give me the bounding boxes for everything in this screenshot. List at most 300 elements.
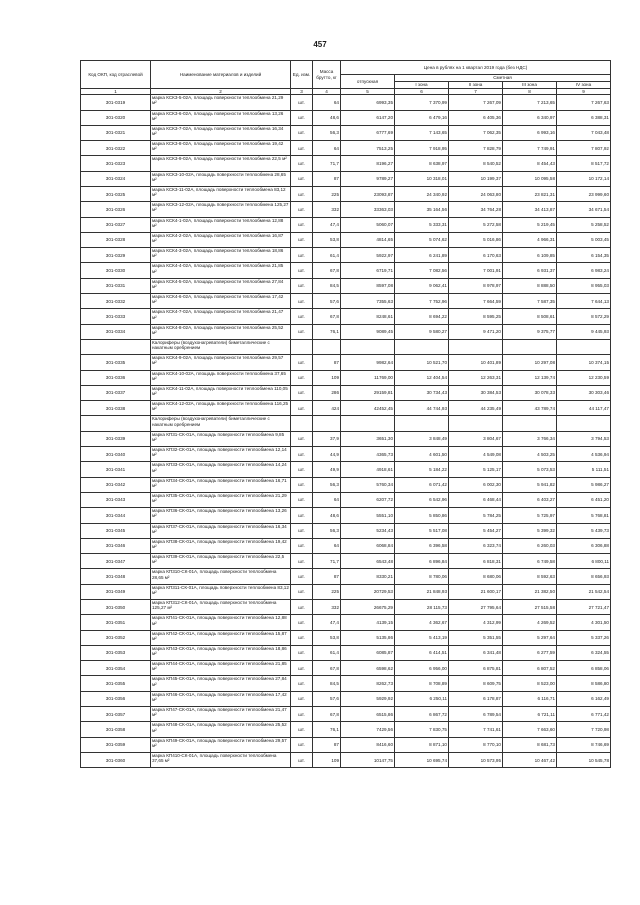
- row-code: 301-0342: [81, 477, 151, 492]
- row-zone-1-price: 4 362,67: [395, 615, 449, 630]
- row-zone-3-price: 8 454,43: [503, 156, 557, 171]
- row-code: 301-0320: [81, 110, 151, 125]
- col-number: 9: [557, 89, 611, 95]
- row-zone-1-price: 8 871,10: [395, 737, 449, 752]
- row-unit: шт.: [291, 263, 313, 278]
- row-zone-4-price: 6 306,88: [557, 538, 611, 553]
- row-mass: 53,8: [313, 630, 341, 645]
- table-row: [81, 661, 611, 676]
- row-release-price: 8248,61: [341, 309, 395, 324]
- table-row: [81, 263, 611, 278]
- row-mass: 47,4: [313, 615, 341, 630]
- row-mass: 76,1: [313, 722, 341, 737]
- table-row: [81, 569, 611, 584]
- table-row: [81, 171, 611, 186]
- row-name: марка КП310-СК-01А, площадь поверхности теплообмена 28,65 м²: [151, 569, 291, 584]
- row-name: марка КСК4-11-02А, площадь поверхности теплообмена 110,05 м²: [151, 385, 291, 400]
- row-code: 301-0351: [81, 615, 151, 630]
- row-zone-1-price: 7 143,65: [395, 125, 449, 140]
- row-zone-2-price: 12 263,31: [449, 370, 503, 385]
- table-row: [81, 508, 611, 523]
- row-zone-2-price: 6 789,54: [449, 707, 503, 722]
- page-number: 457: [313, 40, 327, 49]
- row-mass: 87: [313, 171, 341, 186]
- row-zone-3-price: 30 078,33: [503, 385, 557, 400]
- row-zone-3-price: 5 219,45: [503, 217, 557, 232]
- row-zone-4-price: 44 117,47: [557, 401, 611, 416]
- row-release-price: 4365,73: [341, 447, 395, 462]
- row-zone-2-price: 6 170,63: [449, 248, 503, 263]
- row-zone-4-price: 5 986,27: [557, 477, 611, 492]
- row-zone-1-price: 10 521,70: [395, 355, 449, 370]
- row-name: марка КП31-СК-01А, площадь поверхности теплообмена 9,85 м²: [151, 431, 291, 446]
- row-unit: шт.: [291, 630, 313, 645]
- row-zone-4-price: 6 388,31: [557, 110, 611, 125]
- row-zone-1-price: 6 867,72: [395, 707, 449, 722]
- row-zone-2-price: 6 178,87: [449, 691, 503, 706]
- row-zone-2-price: 7 664,59: [449, 294, 503, 309]
- row-code: 301-0352: [81, 630, 151, 645]
- row-mass: [313, 416, 341, 431]
- row-release-price: 5551,10: [341, 508, 395, 523]
- table-row: [81, 737, 611, 752]
- row-zone-1-price: 5 850,86: [395, 508, 449, 523]
- row-zone-1-price: 5 517,08: [395, 523, 449, 538]
- row-name: марка КП47-СК-01А, площадь поверхности теплообмена 21,47 м²: [151, 707, 291, 722]
- row-zone-1-price: 9 062,41: [395, 278, 449, 293]
- row-name: марка КП45-СК-01А, площадь поверхности теплообмена 27,84 м²: [151, 676, 291, 691]
- row-code: 301-0321: [81, 125, 151, 140]
- table-row: [81, 645, 611, 660]
- row-release-price: 9789,27: [341, 171, 395, 186]
- row-release-price: 8330,21: [341, 569, 395, 584]
- row-zone-4-price: 4 301,50: [557, 615, 611, 630]
- row-zone-4-price: 8 517,72: [557, 156, 611, 171]
- row-zone-4-price: [557, 339, 611, 354]
- row-zone-2-price: 8 680,06: [449, 569, 503, 584]
- row-zone-3-price: 10 467,42: [503, 752, 557, 767]
- row-name: марка КП312-СК-01А, площадь поверхности теплообмена 125,27 м²: [151, 600, 291, 615]
- row-name: марка КСК4-6-02А, площадь поверхности теплообмена 17,42 м²: [151, 294, 291, 309]
- table-row: [81, 492, 611, 507]
- row-zone-1-price: 7 918,95: [395, 141, 449, 156]
- row-unit: шт.: [291, 110, 313, 125]
- row-zone-1-price: 9 580,27: [395, 324, 449, 339]
- row-zone-1-price: 6 956,00: [395, 661, 449, 676]
- row-zone-3-price: 10 297,08: [503, 355, 557, 370]
- row-zone-2-price: 6 875,81: [449, 661, 503, 676]
- table-row: [81, 676, 611, 691]
- row-unit: шт.: [291, 186, 313, 201]
- row-zone-4-price: 34 671,54: [557, 202, 611, 217]
- row-zone-4-price: 8 586,80: [557, 676, 611, 691]
- row-unit: шт.: [291, 538, 313, 553]
- row-code: 301-0330: [81, 263, 151, 278]
- row-code: 301-0324: [81, 171, 151, 186]
- row-name: марка КСК4-12-02А, площадь поверхности теплообмена 116,25 м²: [151, 401, 291, 416]
- row-name: марка КСК3-6-02А, площадь поверхности теплообмена 13,26 м²: [151, 110, 291, 125]
- row-unit: шт.: [291, 462, 313, 477]
- row-zone-2-price: 6 002,30: [449, 477, 503, 492]
- row-zone-2-price: 6 405,36: [449, 110, 503, 125]
- row-mass: [313, 339, 341, 354]
- row-zone-2-price: 5 351,55: [449, 630, 503, 645]
- row-unit: шт.: [291, 508, 313, 523]
- row-zone-4-price: 8 656,93: [557, 569, 611, 584]
- table-row: [81, 523, 611, 538]
- row-release-price: 7355,63: [341, 294, 395, 309]
- row-name: Калориферы (воздухонагреватели) биметаллические с накатным оребрением: [151, 416, 291, 431]
- row-zone-2-price: 10 401,89: [449, 355, 503, 370]
- header-zone-3: III зона: [503, 82, 557, 89]
- row-mass: 424: [313, 401, 341, 416]
- row-name: марка КСК4-4-02А, площадь поверхности теплообмена 21,85 м²: [151, 263, 291, 278]
- row-mass: 67,8: [313, 263, 341, 278]
- row-zone-3-price: 7 749,91: [503, 141, 557, 156]
- row-zone-4-price: 8 955,03: [557, 278, 611, 293]
- col-number: 4: [313, 89, 341, 95]
- row-unit: шт.: [291, 156, 313, 171]
- row-release-price: 8597,08: [341, 278, 395, 293]
- row-zone-1-price: 6 396,58: [395, 538, 449, 553]
- section-row: [81, 416, 611, 431]
- row-mass: 84,5: [313, 676, 341, 691]
- row-release-price: 8196,27: [341, 156, 395, 171]
- header-estimate: Сметная: [395, 75, 611, 82]
- row-zone-1-price: 8 780,06: [395, 569, 449, 584]
- row-mass: 332: [313, 202, 341, 217]
- row-mass: 64: [313, 492, 341, 507]
- row-zone-4-price: 10 545,78: [557, 752, 611, 767]
- col-number: 6: [395, 89, 449, 95]
- row-unit: шт.: [291, 95, 313, 110]
- row-code: 301-0329: [81, 248, 151, 263]
- table-body: [81, 95, 611, 768]
- row-code: 301-0339: [81, 431, 151, 446]
- row-name: марка КП46-СК-01А, площадь поверхности теплообмена 17,42 м²: [151, 691, 291, 706]
- row-unit: шт.: [291, 584, 313, 599]
- table-row: [81, 370, 611, 385]
- row-zone-1-price: 7 082,56: [395, 263, 449, 278]
- row-zone-4-price: 6 800,11: [557, 554, 611, 569]
- row-zone-4-price: 23 999,60: [557, 186, 611, 201]
- row-zone-2-price: 4 312,99: [449, 615, 503, 630]
- row-unit: шт.: [291, 523, 313, 538]
- row-mass: 64: [313, 538, 341, 553]
- row-mass: 53,8: [313, 232, 341, 247]
- row-mass: 71,7: [313, 554, 341, 569]
- row-code: 301-0328: [81, 232, 151, 247]
- row-unit: шт.: [291, 492, 313, 507]
- row-code: 301-0349: [81, 584, 151, 599]
- table-row: [81, 278, 611, 293]
- row-zone-3-price: [503, 416, 557, 431]
- table-row: [81, 309, 611, 324]
- row-zone-4-price: 6 324,55: [557, 645, 611, 660]
- row-zone-4-price: 10 172,14: [557, 171, 611, 186]
- row-zone-1-price: 12 404,54: [395, 370, 449, 385]
- table-row: [81, 584, 611, 599]
- col-number: 5: [341, 89, 395, 95]
- row-zone-3-price: 43 789,74: [503, 401, 557, 416]
- row-code: 301-0341: [81, 462, 151, 477]
- row-zone-4-price: 7 043,48: [557, 125, 611, 140]
- row-zone-2-price: 7 267,09: [449, 95, 503, 110]
- row-zone-2-price: 8 609,75: [449, 676, 503, 691]
- row-code: 301-0345: [81, 523, 151, 538]
- row-release-price: 42452,45: [341, 401, 395, 416]
- row-zone-4-price: 5 337,26: [557, 630, 611, 645]
- row-zone-1-price: 8 694,22: [395, 309, 449, 324]
- row-zone-3-price: 6 807,52: [503, 661, 557, 676]
- row-zone-1-price: 6 479,16: [395, 110, 449, 125]
- row-code: 301-0337: [81, 385, 151, 400]
- table-row: [81, 630, 611, 645]
- row-zone-2-price: 6 323,74: [449, 538, 503, 553]
- row-release-price: 6777,69: [341, 125, 395, 140]
- row-zone-1-price: 4 601,50: [395, 447, 449, 462]
- row-mass: 64: [313, 141, 341, 156]
- col-number: 2: [151, 89, 291, 95]
- row-mass: 87: [313, 355, 341, 370]
- row-release-price: 7513,25: [341, 141, 395, 156]
- row-zone-4-price: 4 536,94: [557, 447, 611, 462]
- row-zone-2-price: 6 341,48: [449, 645, 503, 660]
- row-mass: 225: [313, 186, 341, 201]
- row-zone-2-price: 7 828,79: [449, 141, 503, 156]
- row-zone-2-price: 5 125,17: [449, 462, 503, 477]
- row-zone-2-price: 5 784,25: [449, 508, 503, 523]
- row-zone-2-price: 4 549,08: [449, 447, 503, 462]
- row-zone-4-price: 5 439,73: [557, 523, 611, 538]
- row-zone-1-price: 10 695,74: [395, 752, 449, 767]
- row-zone-3-price: 12 139,74: [503, 370, 557, 385]
- row-zone-3-price: 27 515,58: [503, 600, 557, 615]
- row-mass: 286: [313, 385, 341, 400]
- row-release-price: 9982,64: [341, 355, 395, 370]
- row-mass: 71,7: [313, 156, 341, 171]
- row-release-price: 3651,30: [341, 431, 395, 446]
- header-price-group: Цена в рублях на 1 квартал 2019 года (без НДС): [341, 61, 611, 75]
- row-release-price: 23093,87: [341, 186, 395, 201]
- table-row: [81, 691, 611, 706]
- row-zone-1-price: 7 752,96: [395, 294, 449, 309]
- row-name: марка КСК4-9-02А, площадь поверхности теплообмена 29,57 м²: [151, 355, 291, 370]
- row-zone-3-price: 7 663,60: [503, 722, 557, 737]
- row-zone-2-price: 21 600,17: [449, 584, 503, 599]
- row-name: марка КП33-СК-01А, площадь поверхности теплообмена 14,24 м²: [151, 462, 291, 477]
- row-release-price: 6085,87: [341, 645, 395, 660]
- row-zone-1-price: 30 734,43: [395, 385, 449, 400]
- row-mass: 109: [313, 370, 341, 385]
- row-zone-3-price: 6 403,27: [503, 492, 557, 507]
- row-zone-3-price: 34 413,87: [503, 202, 557, 217]
- row-release-price: 10147,75: [341, 752, 395, 767]
- row-unit: шт.: [291, 385, 313, 400]
- row-unit: шт.: [291, 171, 313, 186]
- row-unit: шт.: [291, 232, 313, 247]
- row-mass: 49,9: [313, 462, 341, 477]
- row-zone-2-price: 8 540,52: [449, 156, 503, 171]
- row-name: марка КСК3-12-02А, площадь поверхности теплообмена 125,27 м²: [151, 202, 291, 217]
- row-zone-2-price: 44 235,49: [449, 401, 503, 416]
- row-release-price: 6993,35: [341, 95, 395, 110]
- row-zone-4-price: 5 111,51: [557, 462, 611, 477]
- row-code: 301-0335: [81, 355, 151, 370]
- row-name: марка КП311-СК-01А, площадь поверхности теплообмена 83,12 м²: [151, 584, 291, 599]
- row-zone-1-price: 10 318,01: [395, 171, 449, 186]
- table-row: [81, 538, 611, 553]
- row-zone-3-price: 3 766,34: [503, 431, 557, 446]
- row-zone-3-price: 6 749,58: [503, 554, 557, 569]
- row-name: марка КСК4-7-02А, площадь поверхности теплообмена 21,47 м²: [151, 309, 291, 324]
- row-name: марка КП44-СК-01А, площадь поверхности теплообмена 21,85 м²: [151, 661, 291, 676]
- row-unit: шт.: [291, 324, 313, 339]
- table-row: [81, 141, 611, 156]
- table-row: [81, 477, 611, 492]
- row-zone-3-price: 7 587,35: [503, 294, 557, 309]
- row-zone-2-price: 3 804,67: [449, 431, 503, 446]
- table-row: [81, 462, 611, 477]
- row-name: марка КП43-СК-01А, площадь поверхности теплообмена 18,86 м²: [151, 645, 291, 660]
- header-release: отпускная: [341, 75, 395, 89]
- row-name: марка КСК4-3-02А, площадь поверхности теплообмена 18,86 м²: [151, 248, 291, 263]
- row-zone-4-price: 6 858,06: [557, 661, 611, 676]
- row-unit: шт.: [291, 278, 313, 293]
- row-zone-1-price: 5 333,31: [395, 217, 449, 232]
- row-release-price: 4918,61: [341, 462, 395, 477]
- row-code: 301-0332: [81, 294, 151, 309]
- header-name: Наименование материалов и изделий: [151, 61, 291, 89]
- row-zone-2-price: 34 764,28: [449, 202, 503, 217]
- row-zone-4-price: 6 771,42: [557, 707, 611, 722]
- row-release-price: 29159,81: [341, 385, 395, 400]
- row-zone-3-price: [503, 339, 557, 354]
- row-release-price: 5922,97: [341, 248, 395, 263]
- header-zone-2: II зона: [449, 82, 503, 89]
- row-zone-2-price: 7 001,91: [449, 263, 503, 278]
- row-unit: шт.: [291, 355, 313, 370]
- col-number: 8: [503, 89, 557, 95]
- row-code: 301-0322: [81, 141, 151, 156]
- row-zone-1-price: 5 074,62: [395, 232, 449, 247]
- row-unit: шт.: [291, 615, 313, 630]
- table-row: [81, 355, 611, 370]
- table-row: [81, 447, 611, 462]
- row-release-price: 6598,62: [341, 661, 395, 676]
- col-number: 3: [291, 89, 313, 95]
- row-zone-3-price: 5 073,53: [503, 462, 557, 477]
- row-name: марка КП36-СК-01А, площадь поверхности теплообмена 13,26 м²: [151, 508, 291, 523]
- row-name: марка КП39-СК-01А, площадь поверхности теплообмена 22,5 м²: [151, 554, 291, 569]
- row-release-price: 20729,53: [341, 584, 395, 599]
- row-zone-4-price: 7 807,92: [557, 141, 611, 156]
- row-mass: 56,3: [313, 477, 341, 492]
- row-mass: 48,6: [313, 508, 341, 523]
- row-mass: 56,3: [313, 523, 341, 538]
- row-zone-2-price: 8 978,97: [449, 278, 503, 293]
- row-release-price: 7429,56: [341, 722, 395, 737]
- row-unit: шт.: [291, 217, 313, 232]
- row-zone-1-price: 3 848,49: [395, 431, 449, 446]
- row-zone-1-price: 5 184,22: [395, 462, 449, 477]
- row-zone-1-price: 35 164,56: [395, 202, 449, 217]
- row-zone-1-price: [395, 339, 449, 354]
- row-mass: 61,4: [313, 645, 341, 660]
- row-code: 301-0346: [81, 538, 151, 553]
- row-zone-2-price: 9 471,20: [449, 324, 503, 339]
- row-zone-1-price: 6 542,96: [395, 492, 449, 507]
- row-name: марка КСК3-5-02А, площадь поверхности теплообмена 21,29 м²: [151, 95, 291, 110]
- row-zone-3-price: 6 277,59: [503, 645, 557, 660]
- row-zone-3-price: 6 109,85: [503, 248, 557, 263]
- row-code: 301-0340: [81, 447, 151, 462]
- row-zone-3-price: 4 269,52: [503, 615, 557, 630]
- row-unit: шт.: [291, 141, 313, 156]
- row-zone-3-price: 5 399,32: [503, 523, 557, 538]
- row-mass: 57,6: [313, 691, 341, 706]
- row-zone-4-price: 7 720,98: [557, 722, 611, 737]
- row-zone-2-price: 8 770,10: [449, 737, 503, 752]
- row-zone-4-price: 6 451,20: [557, 492, 611, 507]
- row-name: марка КП38-СК-01А, площадь поверхности теплообмена 19,42 м²: [151, 538, 291, 553]
- row-code: 301-0331: [81, 278, 151, 293]
- row-zone-2-price: [449, 416, 503, 431]
- row-name: марка КСК3-9-02А, площадь поверхности теплообмена 22,5 м²: [151, 156, 291, 171]
- table-row: [81, 95, 611, 110]
- row-unit: шт.: [291, 600, 313, 615]
- header-unit: Ед. изм.: [291, 61, 313, 89]
- row-name: марка КСК4-8-02А, площадь поверхности теплообмена 25,52 м²: [151, 324, 291, 339]
- row-code: 301-0359: [81, 737, 151, 752]
- row-release-price: [341, 416, 395, 431]
- row-zone-3-price: 6 721,11: [503, 707, 557, 722]
- row-unit: шт.: [291, 752, 313, 767]
- row-unit: шт.: [291, 691, 313, 706]
- row-unit: шт.: [291, 676, 313, 691]
- row-zone-4-price: 6 162,49: [557, 691, 611, 706]
- row-zone-2-price: 6 468,44: [449, 492, 503, 507]
- header-zone-4: IV зона: [557, 82, 611, 89]
- row-zone-3-price: 6 340,97: [503, 110, 557, 125]
- row-code: 301-0336: [81, 370, 151, 385]
- col-number: 1: [81, 89, 151, 95]
- row-name: марка КСК4-10-02А, площадь поверхности теплообмена 37,65 м²: [151, 370, 291, 385]
- row-mass: 84,5: [313, 278, 341, 293]
- row-zone-3-price: 5 941,82: [503, 477, 557, 492]
- row-name: марка КП34-СК-01А, площадь поверхности теплообмена 16,71 м²: [151, 477, 291, 492]
- row-unit: шт.: [291, 431, 313, 446]
- row-zone-1-price: 6 250,11: [395, 691, 449, 706]
- table-row: [81, 722, 611, 737]
- row-code: 301-0334: [81, 324, 151, 339]
- price-table: [80, 60, 611, 768]
- row-mass: 67,8: [313, 707, 341, 722]
- row-release-price: 6543,48: [341, 554, 395, 569]
- table-row: [81, 125, 611, 140]
- row-code: 301-0343: [81, 492, 151, 507]
- row-name: марка КСК3-7-02А, площадь поверхности теплообмена 16,34 м²: [151, 125, 291, 140]
- row-zone-2-price: 7 062,35: [449, 125, 503, 140]
- row-zone-3-price: 8 681,73: [503, 737, 557, 752]
- row-zone-3-price: 10 095,58: [503, 171, 557, 186]
- row-zone-1-price: 44 744,93: [395, 401, 449, 416]
- row-name: марка КП32-СК-01А, площадь поверхности теплообмена 12,14 м²: [151, 447, 291, 462]
- row-zone-2-price: 5 016,86: [449, 232, 503, 247]
- row-zone-1-price: 6 896,84: [395, 554, 449, 569]
- row-zone-2-price: [449, 339, 503, 354]
- row-zone-3-price: 7 213,65: [503, 95, 557, 110]
